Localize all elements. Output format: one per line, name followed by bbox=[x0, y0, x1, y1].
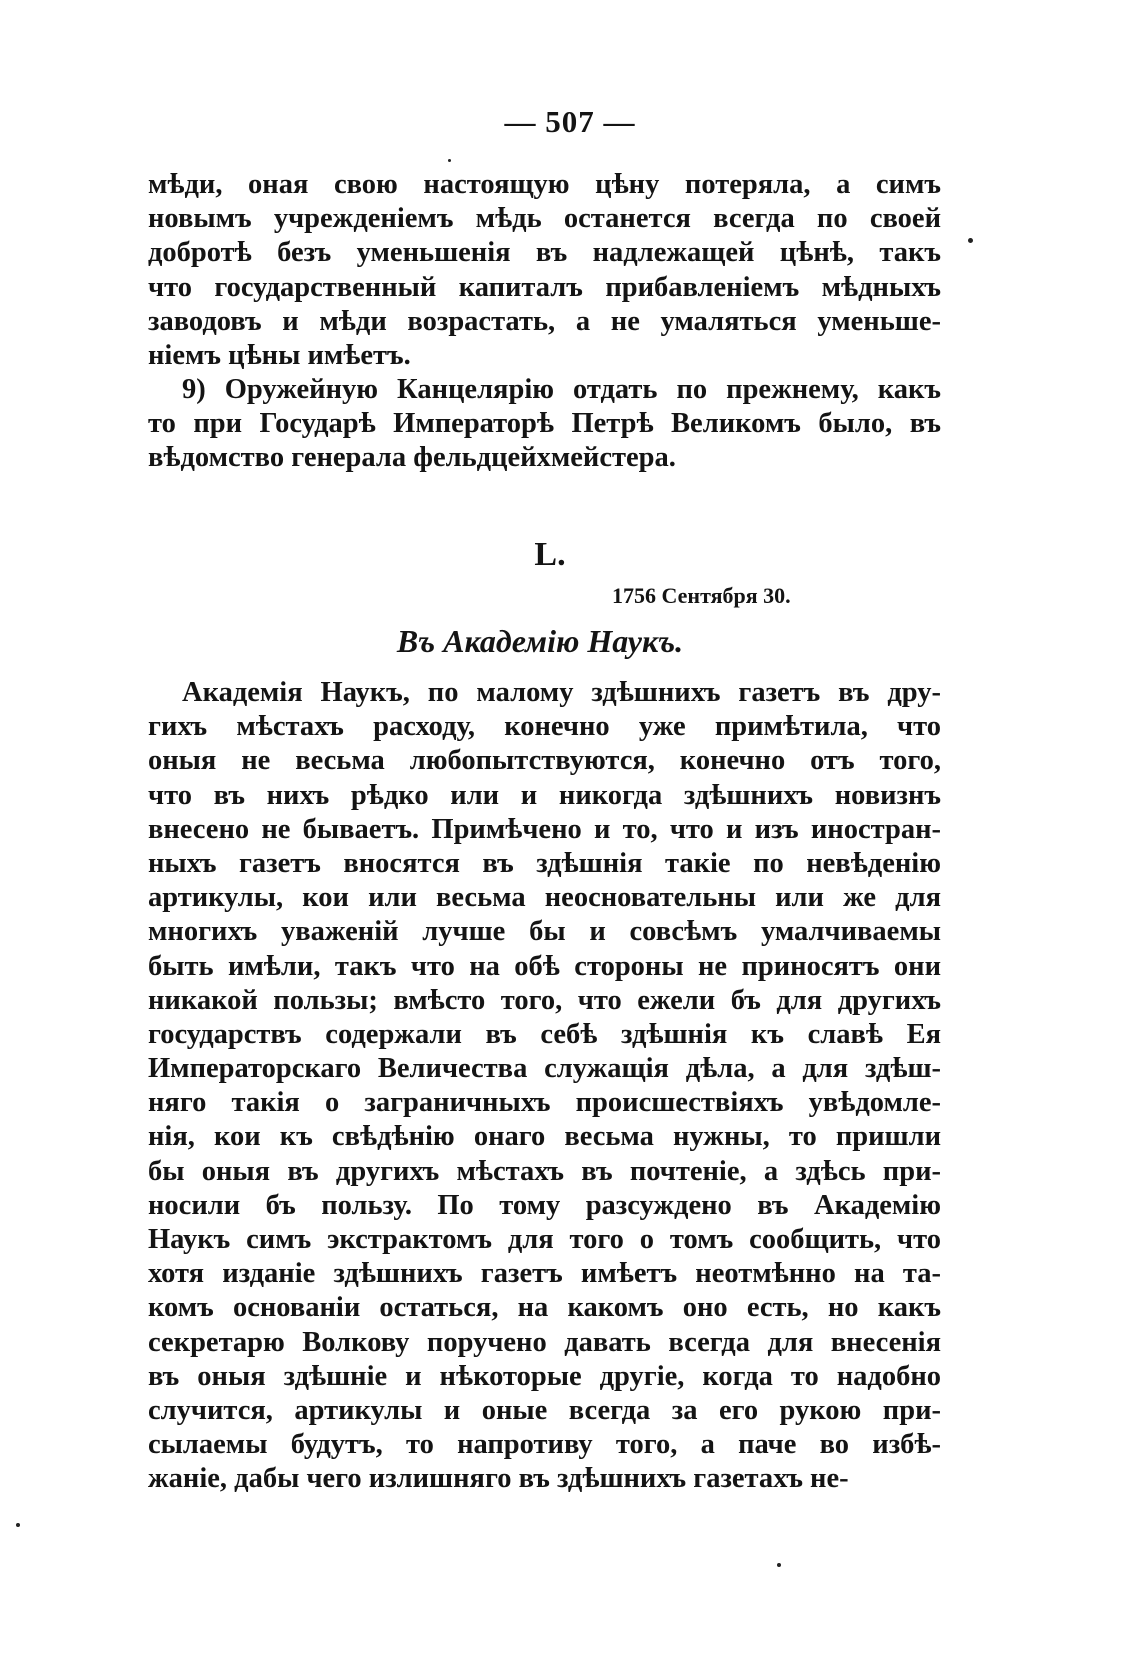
text-line: Академія Наукъ, по малому здѣшнихъ газетъ въ дру- bbox=[182, 677, 941, 708]
text-line: добротѣ безъ уменьшенія въ надлежащей цѣнѣ, такъ bbox=[148, 237, 941, 269]
text-line: комъ основаніи остаться, на какомъ оно есть, но какъ bbox=[148, 1292, 941, 1324]
ink-speck bbox=[448, 159, 451, 162]
text-line: секретарю Волкову поручено давать всегда для внесенія bbox=[148, 1326, 941, 1358]
ink-speck bbox=[777, 1563, 781, 1567]
document-title: Въ Академію Наукъ. bbox=[396, 623, 684, 659]
text-line: вѣдомство генерала фельдцейхмейстера. bbox=[148, 442, 676, 474]
text-line: оныя не весьма любопытствуются, конечно отъ того, bbox=[148, 745, 941, 777]
body-paragraph bbox=[148, 676, 941, 1497]
page-number: — 507 — bbox=[504, 104, 636, 139]
text-line: что государственный капиталъ прибавленіемъ мѣдныхъ bbox=[148, 271, 941, 303]
text-line: нія, кои къ свѣдѣнію онаго весьма нужны, то пришли bbox=[148, 1121, 941, 1153]
text-line: ныхъ газетъ вносятся въ здѣшнія такіе по невѣденію bbox=[148, 847, 941, 879]
text-line: быть имѣли, такъ что на обѣ стороны не приносятъ они bbox=[148, 950, 941, 982]
text-line: гихъ мѣстахъ расходу, конечно уже примѣтила, что bbox=[148, 711, 941, 743]
ink-speck bbox=[968, 238, 973, 243]
text-line: многихъ уваженій лучше бы и совсѣмъ умалчиваемы bbox=[148, 916, 941, 948]
text-line: что въ нихъ рѣдко или и никогда здѣшнихъ новизнъ bbox=[148, 779, 941, 811]
text-line: Наукъ симъ экстрактомъ для того о томъ сообщить, что bbox=[148, 1224, 941, 1255]
item-9-paragraph bbox=[148, 373, 941, 476]
text-line: жаніе, дабы чего излишняго въ здѣшнихъ газетахъ не- bbox=[148, 1463, 849, 1495]
text-line: носили бъ пользу. По тому разсуждено въ Академію bbox=[148, 1189, 941, 1221]
text-line: новымъ учрежденіемъ мѣдь останется всегда по своей bbox=[148, 203, 941, 235]
text-line: случится, артикулы и оные всегда за его рукою при- bbox=[148, 1394, 941, 1426]
text-line: 9) Оружейную Канцелярію отдать по прежнему, какъ bbox=[182, 374, 941, 405]
text-line: то при Государѣ Императорѣ Петрѣ Великомъ было, въ bbox=[148, 408, 941, 440]
text-line: внесено не бываетъ. Примѣчено и то, что и изъ иностран- bbox=[148, 813, 941, 845]
text-line: ніемъ цѣны имѣетъ. bbox=[148, 339, 411, 371]
ink-speck bbox=[16, 1523, 20, 1527]
text-line: въ оныя здѣшніе и нѣкоторые другіе, когда то надобно bbox=[148, 1360, 941, 1392]
continuation-paragraph bbox=[148, 168, 941, 373]
text-line: государствъ содержали въ себѣ здѣшнія къ славѣ Ея bbox=[148, 1018, 941, 1050]
section-number: L. bbox=[534, 536, 566, 573]
text-line: хотя изданіе здѣшнихъ газетъ имѣетъ неотмѣнно на та- bbox=[148, 1258, 941, 1290]
text-line: няго такія о заграничныхъ происшествіяхъ увѣдомле- bbox=[148, 1087, 941, 1119]
text-line: артикулы, кои или весьма неосновательны или же для bbox=[148, 882, 941, 914]
text-line: Императорскаго Величества служащія дѣла, а для здѣш- bbox=[148, 1053, 941, 1085]
document-date: 1756 Сентября 30. bbox=[612, 583, 791, 608]
text-line: сылаемы будутъ, то напротиву того, а паче во избѣ- bbox=[148, 1429, 941, 1461]
text-line: заводовъ и мѣди возрастать, а не умаляться уменьше- bbox=[148, 305, 941, 337]
text-line: бы оныя въ другихъ мѣстахъ въ почтеніе, а здѣсь при- bbox=[148, 1155, 941, 1187]
text-line: никакой пользы; вмѣсто того, что ежели бъ для другихъ bbox=[148, 984, 941, 1016]
text-line: мѣди, оная свою настоящую цѣну потеряла, а симъ bbox=[148, 169, 941, 200]
